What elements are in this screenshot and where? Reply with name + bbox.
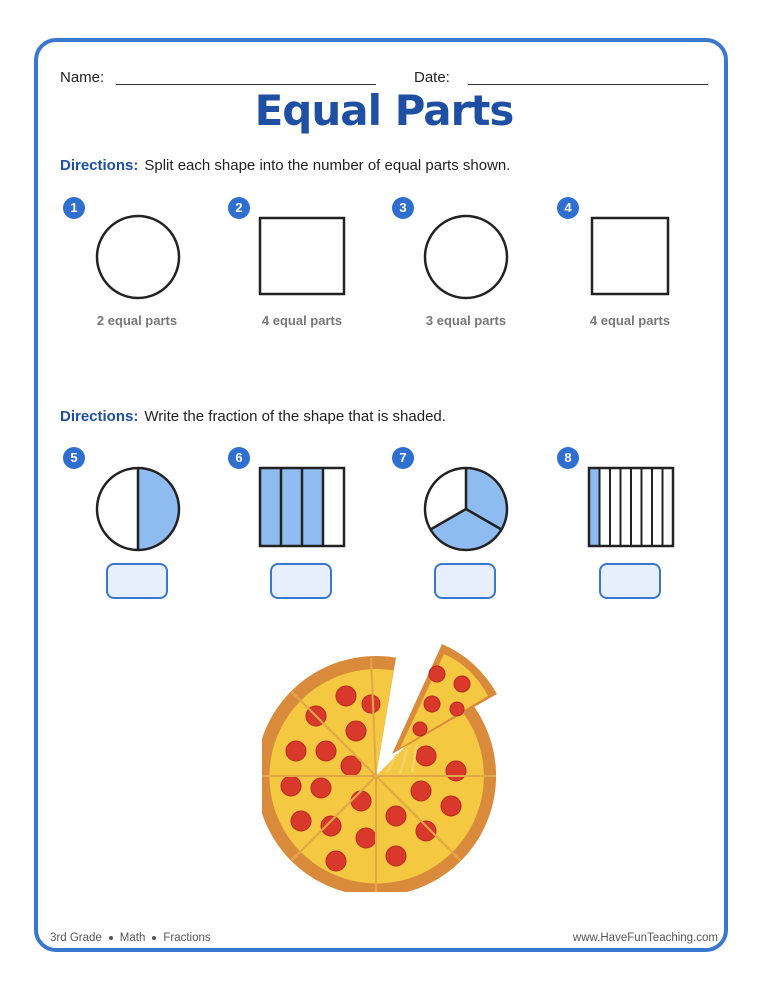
directions-label: Directions: xyxy=(60,157,139,174)
name-label: Name: xyxy=(60,69,105,86)
directions-1 xyxy=(60,157,510,174)
footer-tags xyxy=(50,932,211,944)
problem-number: 5 xyxy=(63,447,85,469)
bullet-icon xyxy=(152,936,156,940)
answer-box[interactable] xyxy=(599,563,661,599)
square-shape[interactable] xyxy=(590,216,672,296)
rect-fourths-shape xyxy=(258,466,346,548)
problem-number: 7 xyxy=(392,447,414,469)
directions-text: Write the fraction of the shape that is shaded. xyxy=(144,408,446,425)
circle-shape[interactable] xyxy=(94,213,182,301)
problem-number: 2 xyxy=(228,197,250,219)
parts-caption: 4 equal parts xyxy=(589,313,671,328)
directions-2 xyxy=(60,408,446,425)
circle-halves-shape xyxy=(94,465,182,553)
problem-number: 1 xyxy=(63,197,85,219)
directions-text: Split each shape into the number of equal parts shown. xyxy=(144,157,511,174)
problem-number: 6 xyxy=(228,447,250,469)
problem-number: 3 xyxy=(392,197,414,219)
parts-caption: 4 equal parts xyxy=(261,313,343,328)
footer-tag-grade: 3rd Grade xyxy=(50,932,102,944)
pizza-illustration xyxy=(262,636,510,892)
problem-number: 4 xyxy=(557,197,579,219)
square-shape[interactable] xyxy=(258,216,346,296)
parts-caption: 3 equal parts xyxy=(425,313,507,328)
rect-eighths-shape xyxy=(587,466,675,548)
answer-box[interactable] xyxy=(434,563,496,599)
circle-thirds-shape xyxy=(422,465,510,553)
directions-label: Directions: xyxy=(60,408,139,425)
bullet-icon xyxy=(109,936,113,940)
footer-tag-subject: Math xyxy=(119,932,146,944)
parts-caption: 2 equal parts xyxy=(96,313,178,328)
circle-shape[interactable] xyxy=(422,213,510,301)
date-label: Date: xyxy=(414,69,450,86)
answer-box[interactable] xyxy=(270,563,332,599)
problem-number: 8 xyxy=(557,447,579,469)
footer-website[interactable]: www.HaveFunTeaching.com xyxy=(572,932,718,944)
page-title: Equal Parts xyxy=(254,86,514,135)
answer-box[interactable] xyxy=(106,563,168,599)
footer-tag-topic: Fractions xyxy=(163,932,211,944)
